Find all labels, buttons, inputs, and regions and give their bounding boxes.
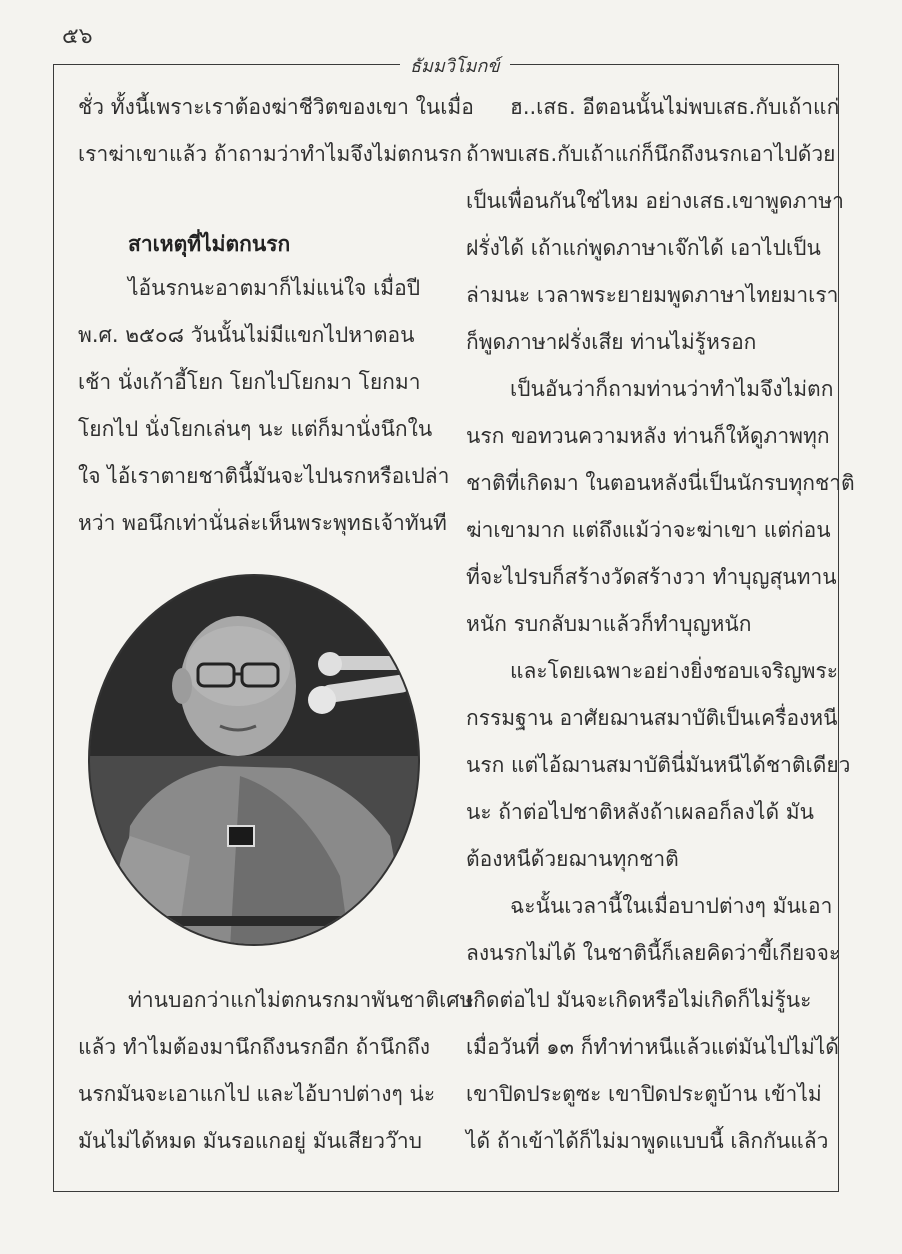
right-line: ก็พูดภาษาฝรั่งเสีย ท่านไม่รู้หรอก — [466, 330, 757, 354]
left-line: ไอ้นรกนะอาตมาก็ไม่แน่ใจ เมื่อปี — [128, 276, 421, 300]
right-line: เป็นอันว่าก็ถามท่านว่าทำไมจึงไม่ตก — [510, 377, 834, 401]
right-line: ล่ามนะ เวลาพระยายมพูดภาษาไทยมาเรา — [466, 283, 839, 307]
page-number: ๕๖ — [62, 24, 93, 49]
right-line: ชาติที่เกิดมา ในตอนหลังนี่เป็นนักรบทุกชาติ — [466, 471, 855, 495]
right-line: ลงนรกไม่ได้ ในชาตินี้ก็เลยคิดว่าขี้เกียจจะ — [466, 941, 841, 965]
right-line: เป็นเพื่อนกันใช่ไหม อย่างเสธ.เขาพูดภาษา — [466, 189, 844, 213]
monk-portrait-photo — [88, 574, 420, 946]
right-line: ฉะนั้นเวลานี้ในเมื่อบาปต่างๆ มันเอา — [510, 894, 833, 918]
monk-portrait-illustration — [90, 576, 420, 946]
right-line: นรก ขอทวนความหลัง ท่านก็ให้ดูภาพทุก — [466, 424, 830, 448]
left-line: เราฆ่าเขาแล้ว ถ้าถามว่าทำไมจึงไม่ตกนรก — [78, 142, 462, 166]
right-line: ฝรั่งได้ เถ้าแก่พูดภาษาเจ๊กได้ เอาไปเป็น — [466, 236, 821, 260]
right-line: และโดยเฉพาะอย่างยิ่งชอบเจริญพระ — [510, 659, 839, 683]
right-line: ที่จะไปรบก็สร้างวัดสร้างวา ทำบุญสุนทาน — [466, 565, 837, 589]
left-line: ชั่ว ทั้งนี้เพราะเราต้องฆ่าชีวิตของเขา ในเมื่อ — [78, 95, 474, 119]
right-line: เกิดต่อไป มันจะเกิดหรือไม่เกิดก็ไม่รู้นะ — [466, 988, 812, 1012]
right-line: หนัก รบกลับมาแล้วก็ทำบุญหนัก — [466, 612, 752, 636]
left-line: มันไม่ได้หมด มันรอแกอยู่ มันเสียวว๊าบ — [78, 1129, 422, 1153]
section-heading: สาเหตุที่ไม่ตกนรก — [128, 232, 291, 256]
right-line: กรรมฐาน อาศัยฌานสมาบัติเป็นเครื่องหนี — [466, 706, 838, 730]
right-line: ถ้าพบเสธ.กับเถ้าแก่ก็นึกถึงนรกเอาไปด้วย — [466, 142, 836, 166]
running-header-title: ธัมมวิโมกข์ — [400, 51, 510, 80]
right-line: ต้องหนีด้วยฌานทุกชาติ — [466, 847, 679, 871]
left-line: นรกมันจะเอาแกไป และไอ้บาปต่างๆ น่ะ — [78, 1082, 436, 1106]
right-line: ฆ่าเขามาก แต่ถึงแม้ว่าจะฆ่าเขา แต่ก่อน — [466, 518, 831, 542]
left-line: แล้ว ทำไมต้องมานึกถึงนรกอีก ถ้านึกถึง — [78, 1035, 430, 1059]
right-line: นะ ถ้าต่อไปชาติหลังถ้าเผลอก็ลงได้ มัน — [466, 800, 814, 824]
right-line: เขาปิดประตูซะ เขาปิดประตูบ้าน เข้าไม่ — [466, 1082, 822, 1106]
right-line: ได้ ถ้าเข้าได้ก็ไม่มาพูดแบบนี้ เลิกกันแล้ว — [466, 1129, 829, 1153]
left-line: เช้า นั่งเก้าอี้โยก โยกไปโยกมา โยกมา — [78, 370, 421, 394]
right-line: ฮ..เสธ. อีตอนนั้นไม่พบเสธ.กับเถ้าแก่ — [510, 95, 840, 119]
left-line: ใจ ไอ้เราตายชาตินี้มันจะไปนรกหรือเปล่า — [78, 464, 450, 488]
left-line: ท่านบอกว่าแกไม่ตกนรกมาพันชาติเศษ — [128, 988, 474, 1012]
right-line: นรก แต่ไอ้ฌานสมาบัตินี่มันหนีได้ชาติเดียว — [466, 753, 851, 777]
right-line: เมื่อวันที่ ๑๓ ก็ทำท่าหนีแล้วแต่มันไปไม่ได้ — [466, 1035, 839, 1059]
left-line: หว่า พอนึกเท่านั่นล่ะเห็นพระพุทธเจ้าทันที — [78, 511, 447, 535]
left-line: โยกไป นั่งโยกเล่นๆ นะ แต่ก็มานั่งนึกใน — [78, 417, 433, 441]
left-line: พ.ศ. ๒๕๐๘ วันนั้นไม่มีแขกไปหาตอน — [78, 323, 415, 347]
